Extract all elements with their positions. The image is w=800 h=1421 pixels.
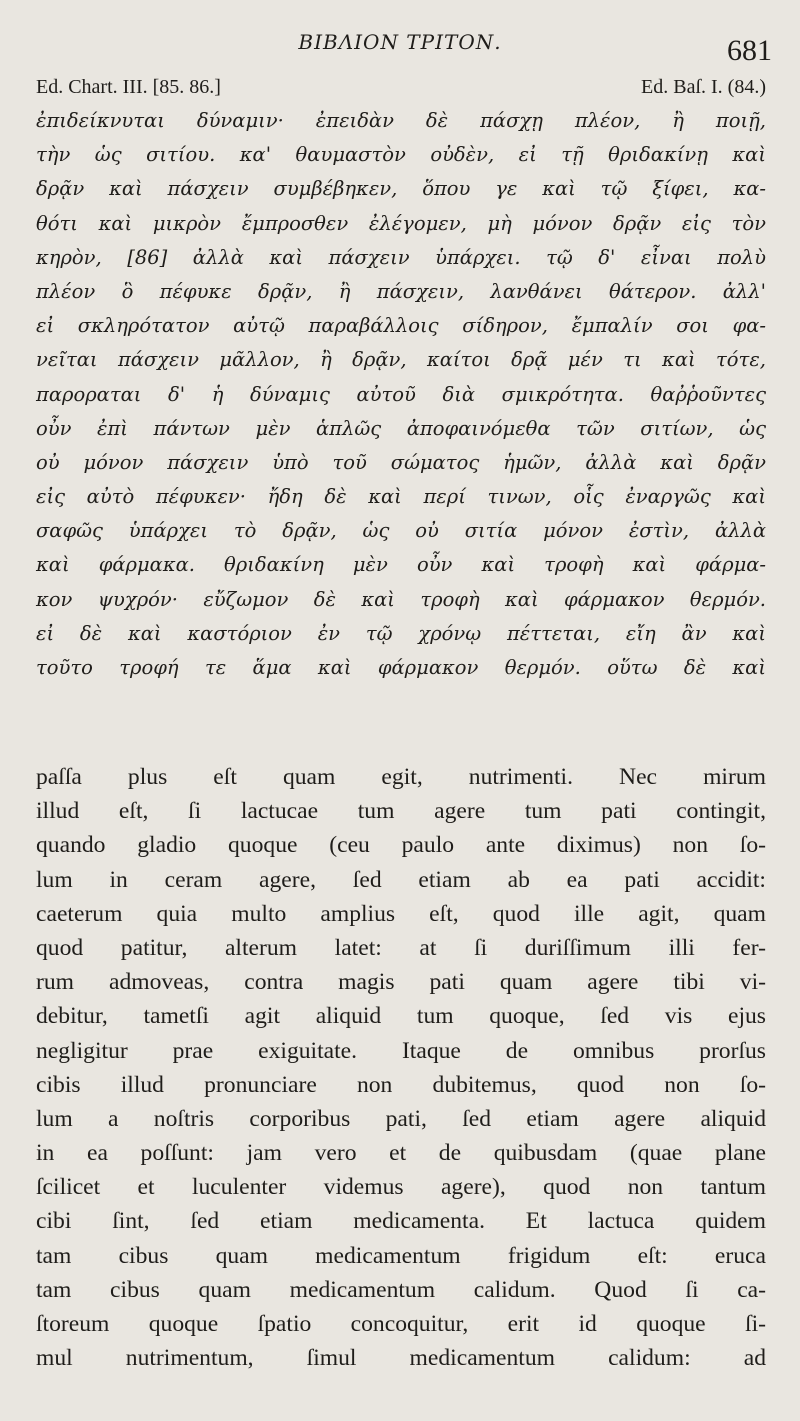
latin-text-line: caeterum quia multo amplius eſt, quod ille agit, quam — [36, 900, 766, 927]
latin-text-line: mul nutrimentum, ſimul medicamentum calidum: ad — [36, 1345, 766, 1372]
latin-text-line: quod patitur, alterum latet: at ſi duriſſimum illi fer- — [36, 934, 766, 961]
greek-text-line: εἰ σκληρότατον αὐτῷ παραβάλλοις σίδηρον, ἔμπαλίν σοι φα- — [36, 314, 766, 338]
latin-text-line: lum a noſtris corporibus pati, ſed etiam agere aliquid — [36, 1105, 766, 1132]
greek-text-line: εἰς αὐτὸ πέφυκεν· ἤδη δὲ καὶ περί τινων, οἷς ἐναργῶς καὶ — [36, 485, 766, 509]
greek-text-block — [36, 104, 766, 685]
latin-text-line: quando gladio quoque (ceu paulo ante diximus) non ſo- — [36, 832, 766, 859]
greek-text-line: νεῖται πάσχειν μᾶλλον, ἢ δρᾷν, καίτοι δρᾷ μέν τι καὶ τότε, — [36, 348, 766, 372]
greek-text-line: ἐπιδείκνυται δύναμιν· ἐπειδὰν δὲ πάσχῃ πλέον, ἢ ποιῇ, — [36, 109, 766, 132]
latin-text-line: paſſa plus eſt quam egit, nutrimenti. Nec mirum — [36, 764, 766, 790]
greek-text-line: καὶ φάρμακα. θριδακίνη μὲν οὖν καὶ τροφὴ καὶ φάρμα- — [36, 553, 766, 577]
greek-text-line: θότι καὶ μικρὸν ἔμπροσθεν ἐλέγομεν, μὴ μόνον δρᾷν εἰς τὸν — [36, 211, 766, 235]
page-number: 681 — [727, 34, 772, 67]
greek-text-line: τοῦτο τροφή τε ἅμα καὶ φάρμακον θερμόν. οὕτω δὲ καὶ — [36, 656, 766, 679]
greek-text-line: τὴν ὡς σιτίου. κα' θαυμαστὸν οὐδὲν, εἰ τῇ θριδακίνῃ καὶ — [36, 143, 766, 167]
latin-text-line: lum in ceram agere, ſed etiam ab ea pati accidit: — [36, 866, 766, 893]
latin-text-block — [36, 760, 766, 1375]
latin-text-line: ſcilicet et luculenter videmus agere), quod non tantum — [36, 1174, 766, 1201]
greek-text-line: δρᾷν καὶ πάσχειν συμβέβηκεν, ὅπου γε καὶ τῷ ξίφει, κα- — [36, 177, 766, 201]
latin-text-line: cibis illud pronunciare non dubitemus, quod non ſo- — [36, 1071, 766, 1098]
greek-text-line: οὖν ἐπὶ πάντων μὲν ἁπλῶς ἀποφαινόμεθα τῶν σιτίων, ὡς — [36, 416, 766, 440]
latin-text-line: negligitur prae exiguitate. Itaque de omnibus prorſus — [36, 1037, 766, 1064]
edition-reference-chartier: Ed. Chart. III. [85. 86.] — [36, 76, 221, 98]
latin-text-line: tam cibus quam medicamentum frigidum eſt: eruca — [36, 1242, 766, 1269]
latin-text-line: tam cibus quam medicamentum calidum. Quod ſi ca- — [36, 1276, 766, 1303]
greek-text-line: εἰ δὲ καὶ καστόριον ἐν τῷ χρόνῳ πέττεται, εἴη ἂν καὶ — [36, 621, 766, 645]
latin-text-line: illud eſt, ſi lactucae tum agere tum pati contingit, — [36, 798, 766, 825]
latin-text-line: ſtoreum quoque ſpatio concoquitur, erit id quoque ſi- — [36, 1311, 766, 1337]
greek-text-line: πλέον ὃ πέφυκε δρᾷν, ἢ πάσχειν, λανθάνει θάτερον. ἀλλ' — [36, 279, 766, 303]
greek-text-line: κον ψυχρόν· εὔζωμον δὲ καὶ τροφὴ καὶ φάρμακον θερμόν. — [36, 587, 766, 611]
greek-text-line: οὐ μόνον πάσχειν ὑπὸ τοῦ σώματος ἡμῶν, ἀλλὰ καὶ δρᾷν — [36, 450, 766, 474]
latin-text-line: in ea poſſunt: jam vero et de quibusdam (quae plane — [36, 1140, 766, 1167]
latin-text-line: rum admoveas, contra magis pati quam agere tibi vi- — [36, 969, 766, 996]
greek-text-line: κηρὸν, [86] ἀλλὰ καὶ πάσχειν ὑπάρχει. τῷ δ' εἶναι πολὺ — [36, 245, 766, 269]
latin-text-line: debitur, tametſi agit aliquid tum quoque, ſed vis ejus — [36, 1003, 766, 1030]
latin-text-line: cibi ſint, ſed etiam medicamenta. Et lactuca quidem — [36, 1208, 766, 1235]
running-title: ΒΙΒΛΙΟΝ ΤΡΙΤΟΝ. — [298, 30, 502, 54]
edition-reference-basel: Ed. Baſ. I. (84.) — [641, 76, 766, 98]
greek-text-line: παροραται δ' ἡ δύναμις αὐτοῦ διὰ σμικρότητα. θαῤῥοῦντες — [36, 382, 766, 406]
greek-text-line: σαφῶς ὑπάρχει τὸ δρᾷν, ὡς οὐ σιτία μόνον ἐστὶν, ἀλλὰ — [36, 519, 766, 543]
